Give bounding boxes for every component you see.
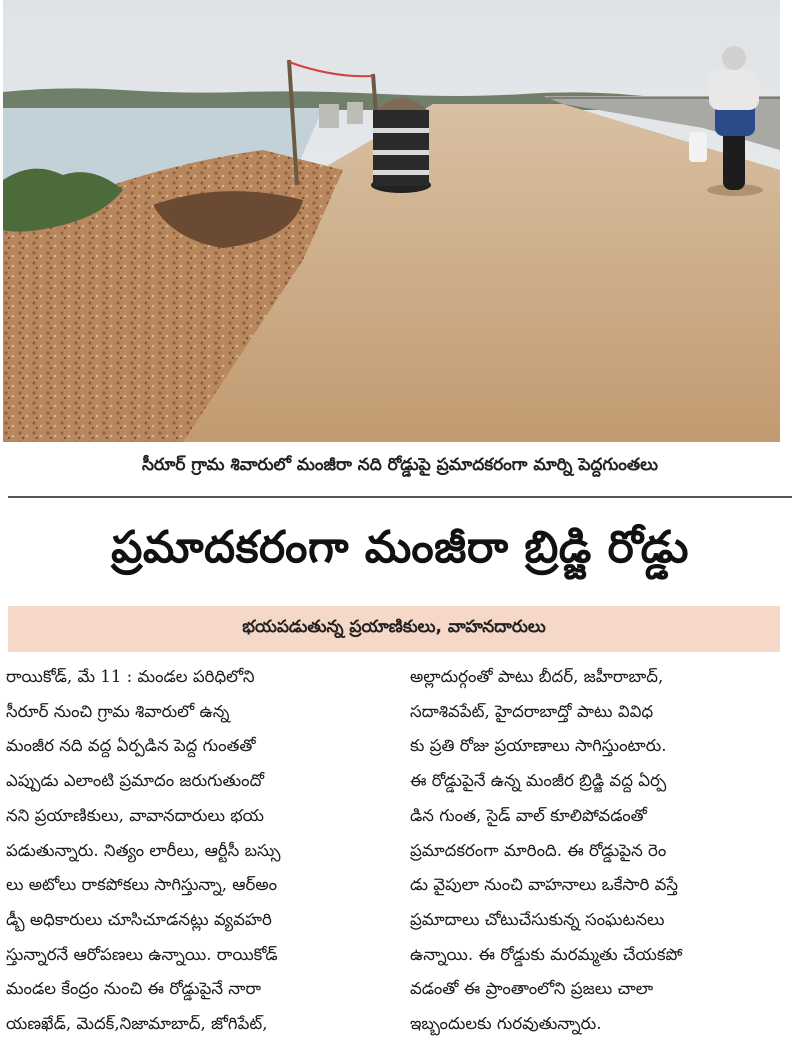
article-line: స్తున్నారనే ఆరోపణలు ఉన్నాయి. రాయికోడ్: [6, 944, 278, 964]
article-line: ప్రమాదాలు చోటుచేసుకున్న సంఘటనలు: [410, 909, 665, 929]
article-line: డ్బీ అధికారులు చూసిచూడనట్లు వ్యవహరి: [6, 909, 272, 929]
bridge-road-photo: [3, 0, 780, 442]
subheadline: భయపడుతున్న ప్రయాణికులు, వాహనదారులు: [8, 606, 780, 652]
article-line: డు వైపులా నుంచి వాహనాలు ఒకేసారి వస్తే: [410, 875, 679, 895]
article-line: ఎప్పుడు ఎలాంటి ప్రమాదం జరుగుతుందో: [6, 771, 265, 791]
article-line: యణఖేడ్, మెదక్,నిజామాబాద్, జోగిపేట్,: [6, 1014, 268, 1034]
article-line: ఇబ్బందులకు గురవుతున్నారు.: [410, 1014, 602, 1034]
article-line: లు అటోలు రాకపోకలు సాగిస్తున్నా, ఆర్అం: [6, 875, 278, 895]
article-line: సదాశివపేట్, హైదరాబాద్తో పాటు వివిధ: [410, 701, 654, 721]
article-line: ఉన్నాయి. ఈ రోడ్డుకు మరమ్మతు చేయకపో: [410, 944, 683, 964]
article-line: సీరూర్ నుంచి గ్రామ శివారులో ఉన్న: [6, 701, 230, 721]
headline: ప్రమాదకరంగా మంజీరా బ్రిడ్జి రోడ్డు: [111, 522, 689, 573]
article-line: డిన గుంత, సైడ్ వాల్ కూలిపోవడంతో: [410, 805, 647, 825]
article-line: మండల కేంద్రం నుంచి ఈ రోడ్డుపైనే నారా: [6, 979, 262, 999]
article-line: ఈ రోడ్డుపైనే ఉన్న మంజీర బ్రిడ్జి వద్ద ఏర్ప: [410, 771, 667, 791]
article-line: రాయికోడ్, మే 11 : మండల పరిధిలోని: [6, 667, 255, 686]
article-line: అల్లాదుర్గంతో పాటు బీదర్, జహీరాబాద్,: [410, 667, 664, 686]
article-column-right: [410, 660, 785, 1042]
divider: [8, 496, 792, 498]
news-photo: [3, 0, 780, 442]
article-line: వడంతో ఈ ప్రాంతాంలోని ప్రజలు చాలా: [410, 979, 654, 999]
photo-caption: సీరూర్ గ్రామ శివారులో మంజీరా నది రోడ్డుపై ప్రమాదకరంగా మార్ని పెద్దగుంతలు: [141, 455, 659, 475]
article-line: పడుతున్నారు. నిత్యం లారీలు, ఆర్టీసీ బస్సు: [6, 840, 281, 860]
article-line: మంజీర నది వద్ద ఏర్పడిన పెద్ద గుంతతో: [6, 736, 256, 756]
article-line: నని ప్రయాణికులు, వావానదారులు భయ: [6, 805, 265, 825]
article-line: కు ప్రతి రోజు ప్రయాణాలు సాగిస్తుంటారు.: [410, 736, 667, 756]
article-line: ప్రమాదకరంగా మారింది. ఈ రోడ్డుపైన రెం: [410, 840, 667, 860]
article-column-left: [6, 660, 381, 1042]
